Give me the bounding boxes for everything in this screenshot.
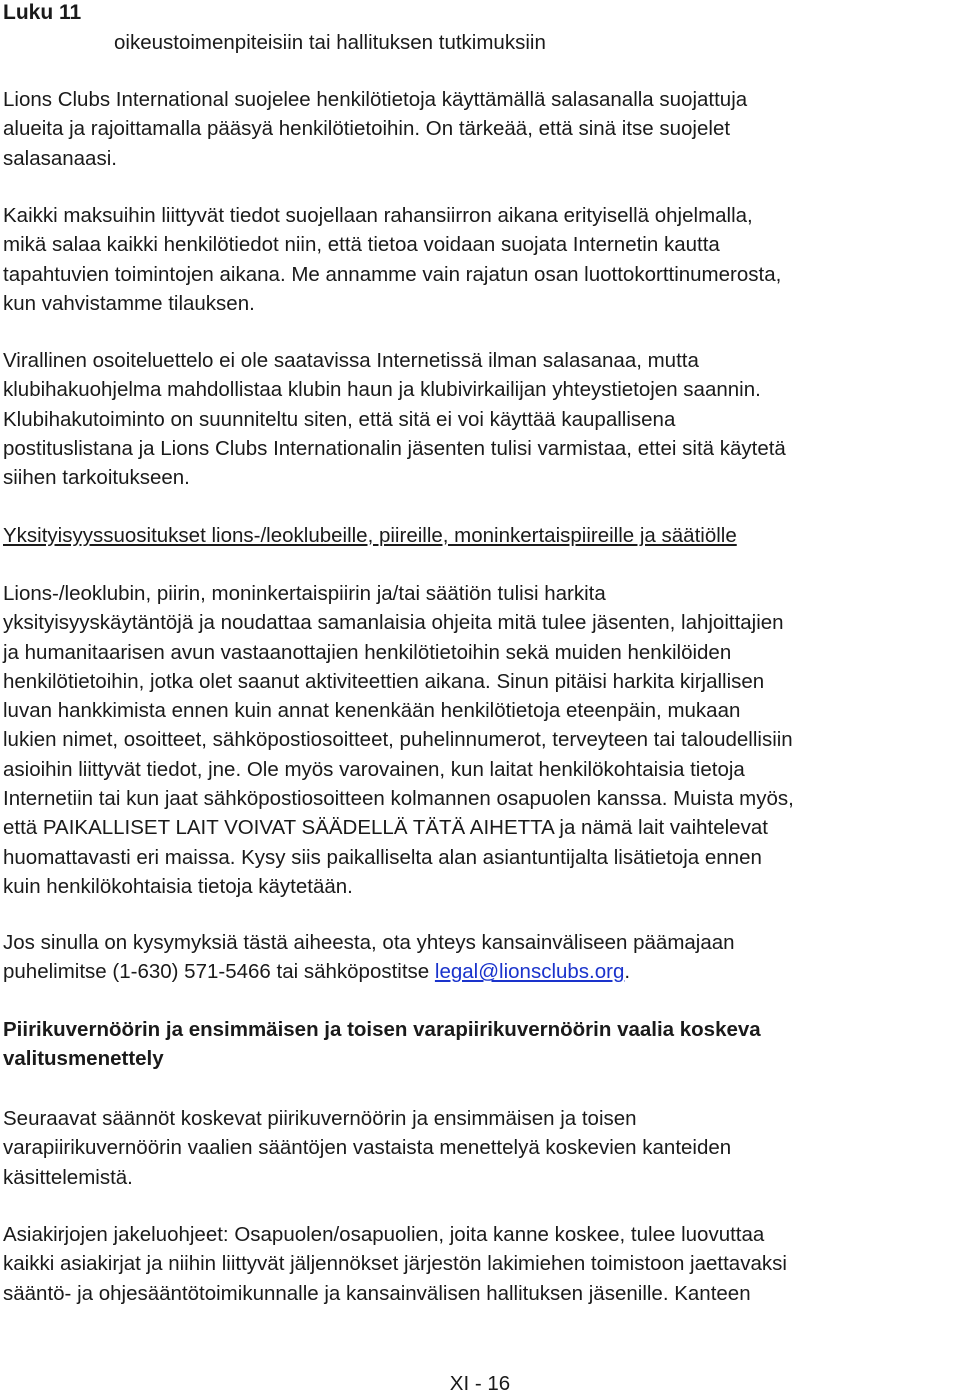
heading-line: valitusmenettely bbox=[3, 1047, 164, 1071]
chapter-title: Luku 11 bbox=[3, 1, 82, 24]
text-line: tapahtuvien toimintojen aikana. Me annamme vain rajatun osan luottokorttinumerosta, bbox=[3, 262, 782, 286]
contact-suffix: . bbox=[624, 960, 631, 984]
text-line: varapiirikuvernöörin vaalien sääntöjen vastaista menettelyä koskevien kanteiden bbox=[3, 1136, 732, 1160]
text-line: lukien nimet, osoitteet, sähköpostiosoitteet, puhelinnumerot, terveyteen tai taloudellisiin bbox=[3, 728, 793, 752]
text-line: Lions-/leoklubin, piirin, moninkertaispiirin ja/tai säätiön tulisi harkita bbox=[3, 582, 606, 605]
text-line: Virallinen osoiteluettelo ei ole saatavissa Internetissä ilman salasanaa, mutta bbox=[3, 349, 699, 372]
paragraph-distribution bbox=[3, 1220, 960, 1308]
text-line: käsittelemistä. bbox=[3, 1165, 133, 1189]
text-line: siihen tarkoitukseen. bbox=[3, 466, 190, 490]
text-line: klubihakuohjelma mahdollistaa klubin haun ja klubivirkailijan yhteystietojen saannin. bbox=[3, 378, 761, 402]
text-line: Asiakirjojen jakeluohjeet: Osapuolen/osapuolien, joita kanne koskee, tulee luovuttaa bbox=[3, 1223, 765, 1246]
text-line: Seuraavat säännöt koskevat piirikuvernöörin ja ensimmäisen ja toisen bbox=[3, 1107, 637, 1130]
heading-privacy-recommendations: Yksityisyyssuositukset lions-/leoklubeille, piireille, moninkertaispiireille ja säätiölle bbox=[3, 524, 737, 547]
text-line bbox=[3, 957, 960, 986]
paragraph-rules bbox=[3, 1104, 960, 1192]
paragraph-security bbox=[3, 85, 960, 173]
text-line: Klubihakutoiminto on suunniteltu siten, että sitä ei voi käyttää kaupallisena bbox=[3, 407, 676, 431]
intro-continuation: oikeustoimenpiteisiin tai hallituksen tutkimuksiin bbox=[114, 31, 546, 54]
contact-phone-text: puhelimitse (1-630) 571-5466 tai sähköpostitse bbox=[3, 960, 435, 984]
text-line: Kaikki maksuihin liittyvät tiedot suojellaan rahansiirron aikana erityisellä ohjelmalla, bbox=[3, 204, 753, 227]
text-line: Jos sinulla on kysymyksiä tästä aiheesta, ota yhteys kansainväliseen päämajaan bbox=[3, 931, 735, 954]
text-line: huomattavasti eri maissa. Kysy siis paikalliselta alan asiantuntijalta lisätietoja ennen bbox=[3, 845, 762, 869]
text-line: luvan hankkimista ennen kuin annat kenenkään henkilötietoja eteenpäin, mukaan bbox=[3, 699, 741, 723]
paragraph-recommendations bbox=[3, 579, 960, 901]
heading-line: Piirikuvernöörin ja ensimmäisen ja toisen varapiirikuvernöörin vaalia koskeva bbox=[3, 1018, 761, 1041]
email-link[interactable]: legal@lionsclubs.org bbox=[434, 960, 625, 984]
text-line: salasanaasi. bbox=[3, 146, 117, 170]
text-line: alueita ja rajoittamalla pääsyä henkilötietoihin. On tärkeää, että sinä itse suojelet bbox=[3, 117, 731, 141]
paragraph-directory bbox=[3, 346, 960, 492]
text-line: Internetiin tai kun jaat sähköpostiosoitteen kolmannen osapuolen kanssa. Muista myös, bbox=[3, 787, 794, 811]
page-number: XI - 16 bbox=[449, 1372, 511, 1395]
text-line: henkilötietoihin, jotka olet saanut aktiviteettien aikana. Sinun pitäisi harkita kirjallisen bbox=[3, 669, 765, 693]
text-line: yksityisyyskäytäntöjä ja noudattaa samanlaisia ohjeita mitä tulee jäsenten, lahjoittajien bbox=[3, 611, 784, 635]
text-line: kuin henkilökohtaisia tietoja käytetään. bbox=[3, 874, 353, 898]
text-line: kaikki asiakirjat ja niihin liittyvät jäljennökset järjestön lakimiehen toimistoon jaettavaksi bbox=[3, 1252, 787, 1276]
text-line: ja humanitaarisen avun vastaanottajien henkilötietoihin sekä muiden henkilöiden bbox=[3, 640, 732, 664]
text-line: sääntö- ja ohjesääntötoimikunnalle ja kansainvälisen hallituksen jäsenille. Kanteen bbox=[3, 1281, 751, 1305]
text-line: mikä salaa kaikki henkilötiedot niin, että tietoa voidaan suojata Internetin kautta bbox=[3, 233, 720, 257]
heading-election-complaints bbox=[3, 1015, 960, 1074]
paragraph-contact bbox=[3, 928, 960, 987]
paragraph-payments bbox=[3, 201, 960, 318]
text-line: kun vahvistamme tilauksen. bbox=[3, 291, 255, 315]
text-line: postituslistana ja Lions Clubs Internationalin jäsenten tulisi varmistaa, ettei sitä käytetä bbox=[3, 436, 786, 460]
text-line: että PAIKALLISET LAIT VOIVAT SÄÄDELLÄ TÄTÄ AIHETTA ja nämä lait vaihtelevat bbox=[3, 816, 768, 840]
text-line: asioihin liittyvät tiedot, jne. Ole myös varovainen, kun laitat henkilökohtaisia tietoja bbox=[3, 757, 745, 781]
text-line: Lions Clubs International suojelee henkilötietoja käyttämällä salasanalla suojattuja bbox=[3, 88, 748, 111]
